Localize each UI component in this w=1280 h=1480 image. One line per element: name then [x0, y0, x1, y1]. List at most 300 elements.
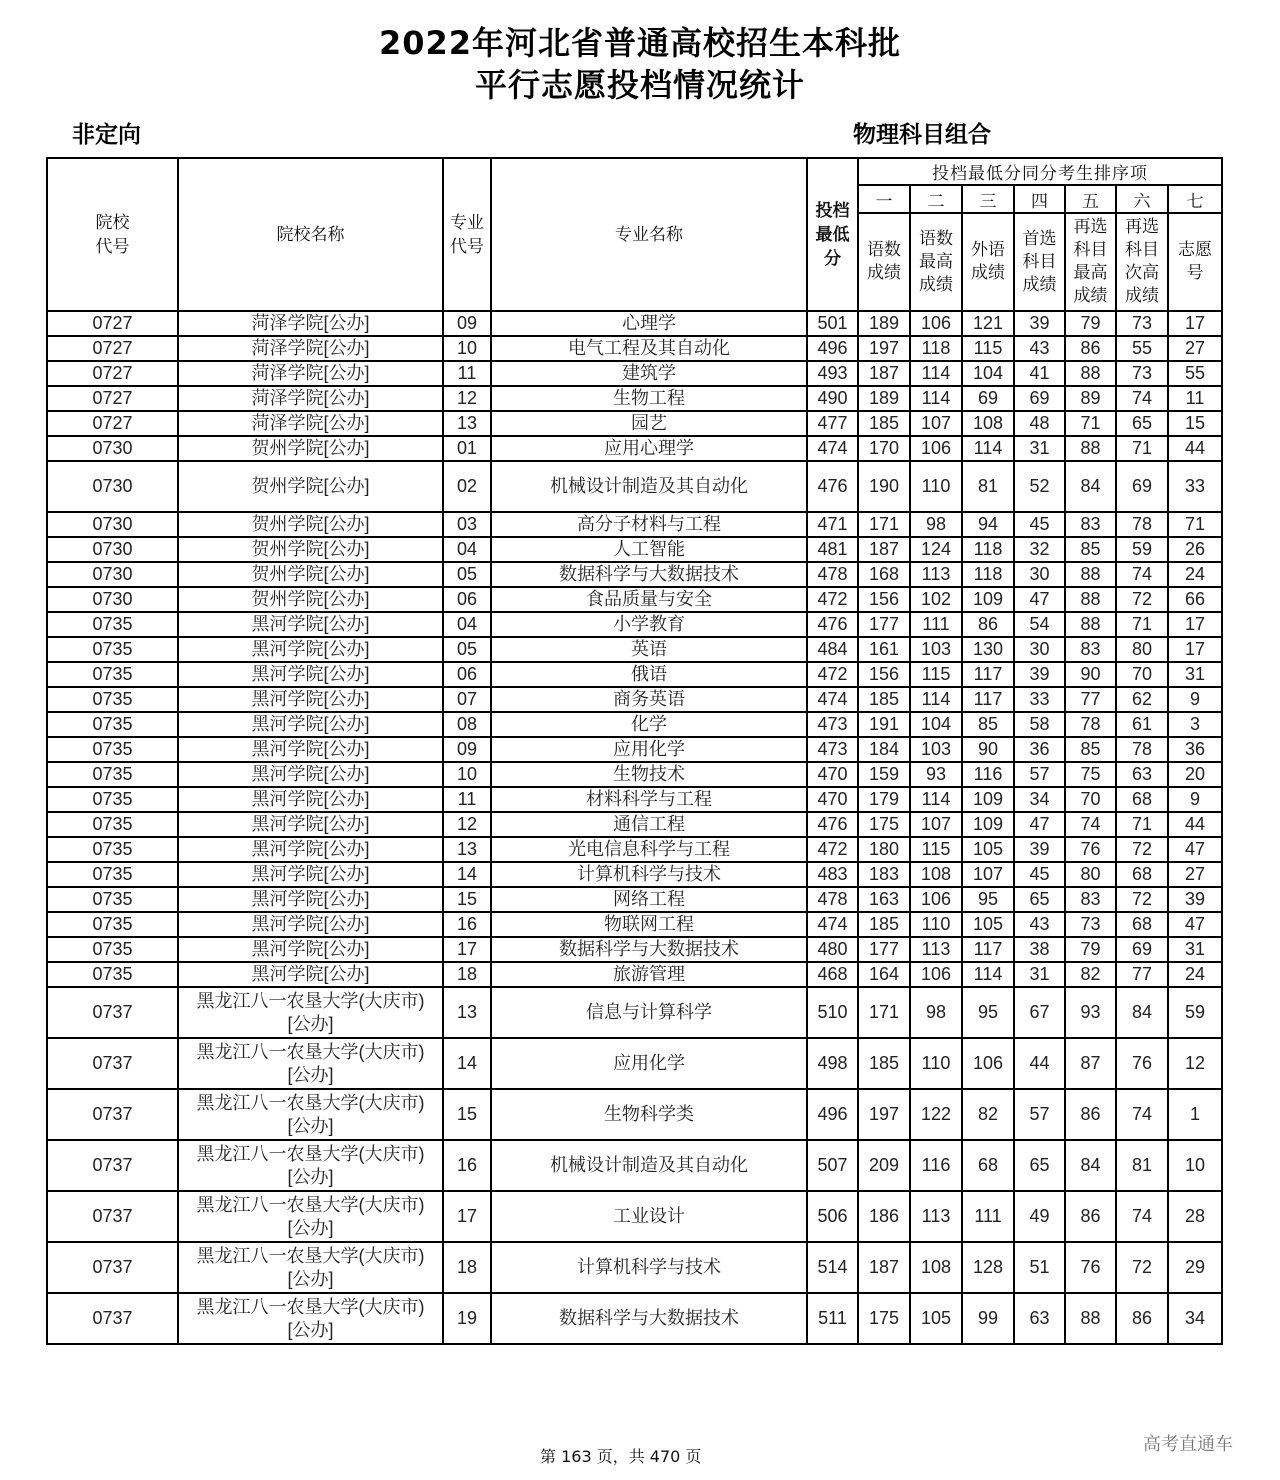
cell-tiebreak-4: 31	[1014, 962, 1065, 987]
cell-tiebreak-5: 86	[1065, 336, 1116, 361]
cell-tiebreak-5: 85	[1065, 737, 1116, 762]
cell-tiebreak-4: 57	[1014, 762, 1065, 787]
cell-tiebreak-1: 177	[858, 937, 910, 962]
cell-tiebreak-1: 197	[858, 336, 910, 361]
header-tiebreak-number: 二	[910, 185, 962, 213]
cell-tiebreak-3: 86	[962, 612, 1014, 637]
cell-tiebreak-7: 31	[1168, 937, 1222, 962]
cell-school-code: 0735	[47, 662, 178, 687]
cell-major-name: 商务英语	[491, 687, 807, 712]
cell-min-score: 472	[807, 587, 858, 612]
table-row	[47, 361, 1222, 386]
category-label-right: 物理科目组合	[853, 122, 991, 148]
cell-school-code: 0735	[47, 762, 178, 787]
cell-tiebreak-2: 111	[910, 612, 962, 637]
cell-school-name: 黑河学院[公办]	[178, 812, 443, 837]
cell-major-name: 生物技术	[491, 762, 807, 787]
cell-major-code: 02	[443, 461, 491, 512]
cell-school-code: 0737	[47, 1140, 178, 1191]
cell-tiebreak-4: 48	[1014, 411, 1065, 436]
cell-major-code: 04	[443, 612, 491, 637]
cell-tiebreak-1: 175	[858, 1293, 910, 1344]
cell-tiebreak-3: 105	[962, 912, 1014, 937]
cell-min-score: 498	[807, 1038, 858, 1089]
cell-tiebreak-5: 82	[1065, 962, 1116, 987]
cell-tiebreak-5: 80	[1065, 862, 1116, 887]
cell-school-name: 贺州学院[公办]	[178, 436, 443, 461]
cell-tiebreak-1: 183	[858, 862, 910, 887]
cell-tiebreak-1: 163	[858, 887, 910, 912]
cell-school-name: 黑河学院[公办]	[178, 862, 443, 887]
cell-school-name: 黑河学院[公办]	[178, 762, 443, 787]
cell-tiebreak-2: 93	[910, 762, 962, 787]
cell-school-name: 黑河学院[公办]	[178, 837, 443, 862]
cell-tiebreak-2: 113	[910, 937, 962, 962]
cell-tiebreak-7: 17	[1168, 311, 1222, 336]
cell-major-name: 网络工程	[491, 887, 807, 912]
cell-major-code: 19	[443, 1293, 491, 1344]
cell-tiebreak-3: 130	[962, 637, 1014, 662]
cell-tiebreak-1: 168	[858, 562, 910, 587]
cell-tiebreak-6: 78	[1116, 737, 1168, 762]
cell-major-code: 14	[443, 1038, 491, 1089]
table-row	[47, 687, 1222, 712]
cell-tiebreak-6: 72	[1116, 887, 1168, 912]
table-row	[47, 962, 1222, 987]
cell-school-name: 黑河学院[公办]	[178, 912, 443, 937]
cell-tiebreak-5: 79	[1065, 311, 1116, 336]
cell-school-code: 0737	[47, 1242, 178, 1293]
table-row	[47, 812, 1222, 837]
cell-major-name: 食品质量与安全	[491, 587, 807, 612]
cell-tiebreak-3: 117	[962, 662, 1014, 687]
header-school-name: 院校名称	[178, 158, 443, 311]
table-row	[47, 311, 1222, 336]
cell-tiebreak-1: 187	[858, 1242, 910, 1293]
cell-tiebreak-4: 33	[1014, 687, 1065, 712]
cell-tiebreak-2: 122	[910, 1089, 962, 1140]
cell-school-code: 0730	[47, 537, 178, 562]
cell-tiebreak-5: 84	[1065, 461, 1116, 512]
cell-school-code: 0730	[47, 562, 178, 587]
cell-tiebreak-1: 164	[858, 962, 910, 987]
table-row	[47, 336, 1222, 361]
table-row	[47, 737, 1222, 762]
cell-major-code: 03	[443, 512, 491, 537]
cell-tiebreak-6: 65	[1116, 411, 1168, 436]
cell-school-name: 菏泽学院[公办]	[178, 336, 443, 361]
cell-tiebreak-3: 106	[962, 1038, 1014, 1089]
cell-tiebreak-4: 36	[1014, 737, 1065, 762]
cell-tiebreak-1: 190	[858, 461, 910, 512]
cell-tiebreak-3: 90	[962, 737, 1014, 762]
header-tiebreak-label: 再选科目次高成绩	[1116, 213, 1168, 311]
cell-tiebreak-3: 121	[962, 311, 1014, 336]
cell-min-score: 481	[807, 537, 858, 562]
cell-tiebreak-1: 161	[858, 637, 910, 662]
cell-school-name: 黑龙江八一农垦大学(大庆市)[公办]	[178, 1293, 443, 1344]
cell-tiebreak-4: 43	[1014, 912, 1065, 937]
cell-tiebreak-2: 103	[910, 637, 962, 662]
table-row	[47, 637, 1222, 662]
cell-tiebreak-6: 74	[1116, 1089, 1168, 1140]
cell-major-name: 信息与计算科学	[491, 987, 807, 1038]
cell-major-name: 英语	[491, 637, 807, 662]
cell-major-name: 园艺	[491, 411, 807, 436]
cell-tiebreak-4: 65	[1014, 1140, 1065, 1191]
cell-school-name: 黑龙江八一农垦大学(大庆市)[公办]	[178, 1140, 443, 1191]
header-tiebreak-number: 四	[1014, 185, 1065, 213]
cell-min-score: 480	[807, 937, 858, 962]
cell-school-name: 黑河学院[公办]	[178, 887, 443, 912]
cell-tiebreak-7: 44	[1168, 436, 1222, 461]
cell-major-name: 工业设计	[491, 1191, 807, 1242]
cell-school-code: 0735	[47, 812, 178, 837]
table-row	[47, 1038, 1222, 1089]
cell-tiebreak-2: 98	[910, 987, 962, 1038]
cell-major-name: 材料科学与工程	[491, 787, 807, 812]
cell-tiebreak-4: 34	[1014, 787, 1065, 812]
cell-school-code: 0727	[47, 311, 178, 336]
table-row	[47, 987, 1222, 1038]
table-row	[47, 1191, 1222, 1242]
cell-school-code: 0727	[47, 411, 178, 436]
cell-tiebreak-4: 49	[1014, 1191, 1065, 1242]
cell-school-name: 黑河学院[公办]	[178, 612, 443, 637]
cell-tiebreak-6: 62	[1116, 687, 1168, 712]
cell-tiebreak-1: 171	[858, 512, 910, 537]
cell-tiebreak-2: 103	[910, 737, 962, 762]
cell-tiebreak-6: 71	[1116, 612, 1168, 637]
cell-tiebreak-4: 52	[1014, 461, 1065, 512]
cell-min-score: 484	[807, 637, 858, 662]
cell-min-score: 474	[807, 912, 858, 937]
cell-tiebreak-5: 83	[1065, 637, 1116, 662]
cell-tiebreak-5: 88	[1065, 587, 1116, 612]
cell-tiebreak-5: 83	[1065, 887, 1116, 912]
cell-tiebreak-5: 88	[1065, 562, 1116, 587]
cell-tiebreak-5: 84	[1065, 1140, 1116, 1191]
header-min-score: 投档最低分	[807, 158, 858, 311]
cell-tiebreak-5: 79	[1065, 937, 1116, 962]
cell-tiebreak-7: 28	[1168, 1191, 1222, 1242]
cell-tiebreak-1: 209	[858, 1140, 910, 1191]
cell-min-score: 473	[807, 712, 858, 737]
cell-school-name: 贺州学院[公办]	[178, 512, 443, 537]
cell-tiebreak-4: 32	[1014, 537, 1065, 562]
cell-tiebreak-3: 95	[962, 887, 1014, 912]
cell-school-code: 0735	[47, 637, 178, 662]
cell-tiebreak-4: 43	[1014, 336, 1065, 361]
cell-school-code: 0735	[47, 862, 178, 887]
cell-min-score: 507	[807, 1140, 858, 1191]
page-info: 第 163 页，共 470 页	[540, 1447, 702, 1466]
cell-tiebreak-3: 108	[962, 411, 1014, 436]
cell-major-name: 通信工程	[491, 812, 807, 837]
cell-tiebreak-3: 117	[962, 937, 1014, 962]
cell-tiebreak-6: 71	[1116, 436, 1168, 461]
cell-major-code: 16	[443, 1140, 491, 1191]
cell-tiebreak-6: 77	[1116, 962, 1168, 987]
cell-tiebreak-1: 191	[858, 712, 910, 737]
cell-min-score: 477	[807, 411, 858, 436]
cell-min-score: 510	[807, 987, 858, 1038]
cell-major-code: 04	[443, 537, 491, 562]
header-tiebreak-label: 志愿号	[1168, 213, 1222, 311]
header-tiebreak-number: 五	[1065, 185, 1116, 213]
cell-school-code: 0737	[47, 1038, 178, 1089]
cell-school-name: 菏泽学院[公办]	[178, 386, 443, 411]
cell-tiebreak-6: 86	[1116, 1293, 1168, 1344]
table-row	[47, 712, 1222, 737]
cell-school-code: 0727	[47, 361, 178, 386]
cell-tiebreak-1: 175	[858, 812, 910, 837]
cell-tiebreak-3: 107	[962, 862, 1014, 887]
cell-tiebreak-5: 87	[1065, 1038, 1116, 1089]
cell-tiebreak-1: 185	[858, 687, 910, 712]
cell-tiebreak-6: 74	[1116, 562, 1168, 587]
cell-tiebreak-5: 88	[1065, 1293, 1116, 1344]
header-tiebreak-label: 外语成绩	[962, 213, 1014, 311]
cell-tiebreak-5: 70	[1065, 787, 1116, 812]
cell-tiebreak-1: 179	[858, 787, 910, 812]
cell-tiebreak-5: 88	[1065, 612, 1116, 637]
cell-major-code: 10	[443, 762, 491, 787]
header-tiebreak-number: 七	[1168, 185, 1222, 213]
table-row	[47, 1242, 1222, 1293]
cell-major-code: 17	[443, 937, 491, 962]
cell-tiebreak-4: 39	[1014, 662, 1065, 687]
table-row	[47, 837, 1222, 862]
cell-min-score: 514	[807, 1242, 858, 1293]
table-body	[47, 311, 1222, 1344]
cell-tiebreak-6: 80	[1116, 637, 1168, 662]
cell-min-score: 493	[807, 361, 858, 386]
cell-tiebreak-5: 93	[1065, 987, 1116, 1038]
cell-major-name: 旅游管理	[491, 962, 807, 987]
cell-tiebreak-1: 171	[858, 987, 910, 1038]
cell-school-name: 贺州学院[公办]	[178, 461, 443, 512]
cell-min-score: 474	[807, 687, 858, 712]
cell-tiebreak-7: 15	[1168, 411, 1222, 436]
cell-major-code: 13	[443, 987, 491, 1038]
table-row	[47, 937, 1222, 962]
cell-tiebreak-4: 63	[1014, 1293, 1065, 1344]
cell-tiebreak-6: 78	[1116, 512, 1168, 537]
table-row	[47, 512, 1222, 537]
cell-major-code: 18	[443, 962, 491, 987]
cell-min-score: 506	[807, 1191, 858, 1242]
cell-major-name: 机械设计制造及其自动化	[491, 1140, 807, 1191]
cell-tiebreak-4: 57	[1014, 1089, 1065, 1140]
cell-tiebreak-1: 185	[858, 411, 910, 436]
cell-tiebreak-4: 38	[1014, 937, 1065, 962]
cell-tiebreak-3: 117	[962, 687, 1014, 712]
cell-major-name: 光电信息科学与工程	[491, 837, 807, 862]
cell-min-score: 478	[807, 562, 858, 587]
cell-school-name: 黑河学院[公办]	[178, 787, 443, 812]
cell-tiebreak-2: 110	[910, 461, 962, 512]
cell-tiebreak-2: 118	[910, 336, 962, 361]
cell-school-code: 0730	[47, 436, 178, 461]
cell-tiebreak-7: 47	[1168, 837, 1222, 862]
cell-major-name: 化学	[491, 712, 807, 737]
table-row	[47, 386, 1222, 411]
cell-tiebreak-4: 30	[1014, 637, 1065, 662]
cell-major-name: 物联网工程	[491, 912, 807, 937]
cell-major-code: 06	[443, 587, 491, 612]
cell-tiebreak-4: 47	[1014, 587, 1065, 612]
cell-tiebreak-4: 39	[1014, 837, 1065, 862]
cell-tiebreak-1: 156	[858, 662, 910, 687]
cell-school-code: 0735	[47, 737, 178, 762]
cell-tiebreak-7: 24	[1168, 962, 1222, 987]
cell-tiebreak-7: 27	[1168, 862, 1222, 887]
cell-school-name: 黑河学院[公办]	[178, 962, 443, 987]
cell-major-code: 12	[443, 812, 491, 837]
cell-tiebreak-3: 128	[962, 1242, 1014, 1293]
cell-tiebreak-3: 81	[962, 461, 1014, 512]
cell-tiebreak-4: 58	[1014, 712, 1065, 737]
cell-school-code: 0737	[47, 1293, 178, 1344]
cell-tiebreak-7: 10	[1168, 1140, 1222, 1191]
cell-tiebreak-6: 68	[1116, 787, 1168, 812]
cell-min-score: 471	[807, 512, 858, 537]
cell-school-name: 菏泽学院[公办]	[178, 411, 443, 436]
cell-tiebreak-4: 30	[1014, 562, 1065, 587]
cell-min-score: 472	[807, 662, 858, 687]
cell-tiebreak-7: 39	[1168, 887, 1222, 912]
cell-tiebreak-3: 85	[962, 712, 1014, 737]
table-row	[47, 1293, 1222, 1344]
cell-tiebreak-3: 114	[962, 962, 1014, 987]
cell-major-code: 06	[443, 662, 491, 687]
cell-major-code: 11	[443, 361, 491, 386]
cell-tiebreak-6: 84	[1116, 987, 1168, 1038]
cell-tiebreak-6: 70	[1116, 662, 1168, 687]
cell-tiebreak-1: 185	[858, 912, 910, 937]
table-row	[47, 436, 1222, 461]
cell-tiebreak-7: 11	[1168, 386, 1222, 411]
cell-tiebreak-1: 185	[858, 1038, 910, 1089]
cell-tiebreak-2: 106	[910, 887, 962, 912]
cell-major-code: 01	[443, 436, 491, 461]
cell-tiebreak-2: 115	[910, 662, 962, 687]
cell-tiebreak-7: 31	[1168, 662, 1222, 687]
cell-major-code: 15	[443, 1089, 491, 1140]
cell-tiebreak-1: 189	[858, 311, 910, 336]
cell-school-code: 0735	[47, 937, 178, 962]
cell-tiebreak-4: 51	[1014, 1242, 1065, 1293]
cell-tiebreak-2: 115	[910, 837, 962, 862]
header-tiebreak-label: 首选科目成绩	[1014, 213, 1065, 311]
cell-major-code: 07	[443, 687, 491, 712]
cell-tiebreak-7: 26	[1168, 537, 1222, 562]
cell-tiebreak-4: 67	[1014, 987, 1065, 1038]
cell-school-name: 黑河学院[公办]	[178, 737, 443, 762]
cell-school-code: 0735	[47, 687, 178, 712]
cell-tiebreak-2: 104	[910, 712, 962, 737]
cell-school-code: 0737	[47, 1089, 178, 1140]
category-label-left: 非定向	[72, 122, 141, 148]
cell-major-name: 小学教育	[491, 612, 807, 637]
cell-school-name: 黑河学院[公办]	[178, 662, 443, 687]
cell-min-score: 470	[807, 762, 858, 787]
cell-major-name: 建筑学	[491, 361, 807, 386]
cell-tiebreak-5: 90	[1065, 662, 1116, 687]
cell-tiebreak-1: 186	[858, 1191, 910, 1242]
table-row	[47, 762, 1222, 787]
cell-major-name: 数据科学与大数据技术	[491, 562, 807, 587]
cell-min-score: 476	[807, 612, 858, 637]
cell-major-code: 12	[443, 386, 491, 411]
header-tiebreak-label: 语数最高成绩	[910, 213, 962, 311]
cell-tiebreak-2: 108	[910, 1242, 962, 1293]
table-row	[47, 612, 1222, 637]
cell-school-name: 黑龙江八一农垦大学(大庆市)[公办]	[178, 1191, 443, 1242]
cell-min-score: 470	[807, 787, 858, 812]
cell-tiebreak-7: 36	[1168, 737, 1222, 762]
table-row	[47, 887, 1222, 912]
cell-tiebreak-5: 88	[1065, 361, 1116, 386]
cell-tiebreak-2: 106	[910, 311, 962, 336]
cell-tiebreak-1: 177	[858, 612, 910, 637]
cell-major-code: 09	[443, 311, 491, 336]
cell-major-code: 09	[443, 737, 491, 762]
cell-school-code: 0735	[47, 837, 178, 862]
cell-school-code: 0735	[47, 912, 178, 937]
cell-tiebreak-2: 114	[910, 787, 962, 812]
table-row	[47, 912, 1222, 937]
table-row	[47, 1140, 1222, 1191]
cell-tiebreak-2: 106	[910, 962, 962, 987]
cell-tiebreak-5: 76	[1065, 1242, 1116, 1293]
cell-tiebreak-3: 111	[962, 1191, 1014, 1242]
cell-major-code: 14	[443, 862, 491, 887]
header-tiebreak-label: 再选科目最高成绩	[1065, 213, 1116, 311]
cell-tiebreak-5: 88	[1065, 436, 1116, 461]
cell-tiebreak-7: 44	[1168, 812, 1222, 837]
cell-tiebreak-7: 27	[1168, 336, 1222, 361]
cell-tiebreak-4: 45	[1014, 862, 1065, 887]
cell-tiebreak-7: 1	[1168, 1089, 1222, 1140]
table-row	[47, 461, 1222, 512]
cell-school-name: 黑河学院[公办]	[178, 937, 443, 962]
cell-min-score: 473	[807, 737, 858, 762]
cell-major-name: 心理学	[491, 311, 807, 336]
admission-table	[46, 157, 1223, 1345]
cell-school-name: 贺州学院[公办]	[178, 537, 443, 562]
cell-tiebreak-5: 83	[1065, 512, 1116, 537]
header-tiebreak-number: 六	[1116, 185, 1168, 213]
cell-school-name: 黑河学院[公办]	[178, 637, 443, 662]
cell-min-score: 511	[807, 1293, 858, 1344]
cell-tiebreak-5: 85	[1065, 537, 1116, 562]
cell-tiebreak-2: 116	[910, 1140, 962, 1191]
cell-tiebreak-2: 113	[910, 1191, 962, 1242]
cell-tiebreak-2: 106	[910, 436, 962, 461]
cell-school-code: 0737	[47, 1191, 178, 1242]
cell-school-code: 0730	[47, 512, 178, 537]
cell-tiebreak-5: 76	[1065, 837, 1116, 862]
table-row	[47, 787, 1222, 812]
table-row	[47, 587, 1222, 612]
cell-school-name: 菏泽学院[公办]	[178, 361, 443, 386]
cell-tiebreak-1: 159	[858, 762, 910, 787]
cell-tiebreak-6: 61	[1116, 712, 1168, 737]
cell-school-name: 黑龙江八一农垦大学(大庆市)[公办]	[178, 1038, 443, 1089]
cell-tiebreak-2: 110	[910, 912, 962, 937]
